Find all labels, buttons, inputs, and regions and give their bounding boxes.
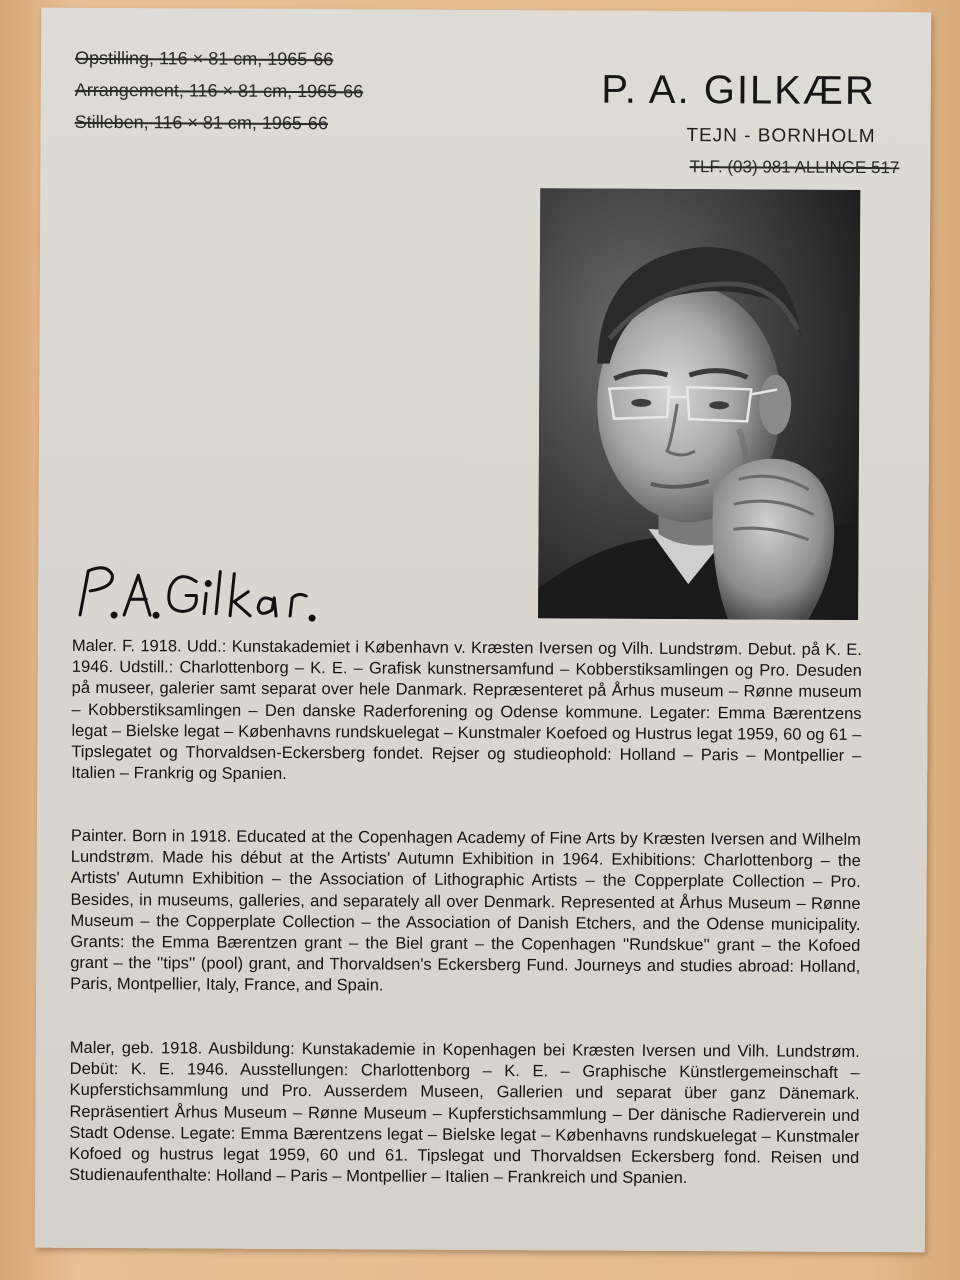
artist-name: P. A. GILKÆR bbox=[601, 67, 876, 114]
artist-portrait-photo bbox=[538, 188, 860, 620]
artist-header bbox=[601, 67, 900, 178]
biography-danish: Maler. F. 1918. Udd.: Kunstakademiet i København v. Kræsten Iversen og Vilh. Lundstrøm. Debut. på K. E. 1946. Udstill.: Charlottenborg – K. E. – Grafisk kunstnersamfund – Kobberstiksamlingen og Pro. Desuden på museer, galerier samt separat over hele Danmark. Repræsenteret på Århus museum – Rønne museum – Kobberstiksamlingen – Den danske Raderforening og Odense kommune. Legater: Emma Bærentzens legat – Bielske legat – Københavns rundskuelegat – Kunstmaler Koefoed og Hustrus legat 1959, 60 og 61 – Tipslegatet og Thorvaldsen-Eckersberg fondet. Rejser og studieophold: Holland – Paris – Montpellier – Italien – Frankrig og Spanien. bbox=[71, 636, 862, 784]
artist-phone: TLF. (03) 981 ALLINGE 517 bbox=[689, 157, 900, 178]
work-item: Stilleben, 116 × 81 cm, 1965-66 bbox=[74, 111, 329, 134]
artist-info-sheet bbox=[35, 8, 931, 1253]
work-item: Opstilling, 116 × 81 cm, 1965-66 bbox=[74, 47, 334, 70]
artist-signature bbox=[66, 553, 376, 635]
works-list bbox=[75, 42, 364, 140]
work-item: Arrangement, 116 × 81 cm, 1965-66 bbox=[74, 79, 364, 102]
biography-german: Maler, geb. 1918. Ausbildung: Kunstakademie in Kopenhagen bei Kræsten Iversen und Vilh. Lundstrøm. Debüt: K. E. 1946. Ausstellungen: Charlottenborg – K. E. – Graphische Künstlergemeinschaft – Kupferstichsammlung und Pro. Ausserdem Museen, Gallerien und separat über ganz Dänemark. Repräsentiert Århus Museum – Rønne Museum – Kupferstichsammlung – Der dänische Radierverein und Stadt Odense. Legate: Emma Bærentzens legat – Bielske legat – Københavns rundskuelegat – Kunstmaler Kofoed og hustrus legat 1959, 60 und 61. Tipslegat und Thorvaldsen Eckersberg fond. Reisen und Studienaufenthalte: Holland – Paris – Montpellier – Italien – Frankreich und Spanien. bbox=[69, 1038, 860, 1188]
artist-location: TEJN - BORNHOLM bbox=[686, 125, 876, 148]
biography-english: Painter. Born in 1918. Educated at the Copenhagen Academy of Fine Arts by Kræsten Iversen and Wilhelm Lundstrøm. Made his début at the Artists' Autumn Exhibition in 1964. Exhibitions: Charlottenborg – the Artists' Autumn Exhibition – the Association of Lithographic Artists – the Copperplate Collection – Pro. Besides, in museums, galleries, and separately all over Denmark. Represented at Århus Museum – Rønne Museum – the Copperplate Collection – the Association of Danish Etchers, and the Odense municipality. Grants: the Emma Bærentzen grant – the Biel grant – the Copenhagen ''Rundskue'' grant – the Kofoed grant – the ''tips'' (pool) grant, and Thorvaldsen's Eckersberg Fund. Journeys and studies abroad: Holland, Paris, Montpellier, Italy, France, and Spain. bbox=[70, 826, 861, 995]
portrait-illustration bbox=[538, 188, 860, 620]
